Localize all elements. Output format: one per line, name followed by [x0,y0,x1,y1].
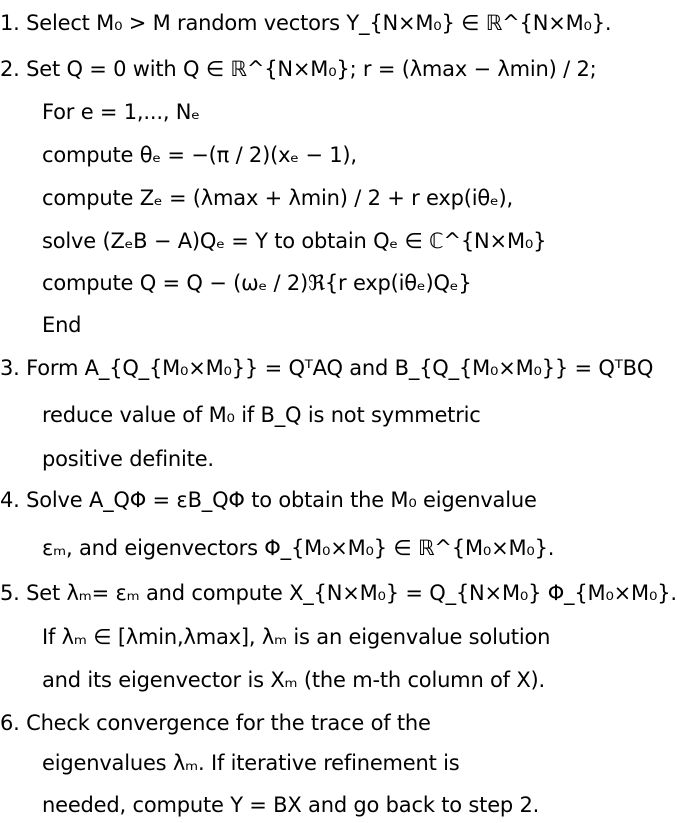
step-1-line: 1. Select M₀ > M random vectors Y_{N×M₀} ∈ ℝ^{N×M₀}. [0,11,612,35]
compute-z-line: compute Zₑ = (λmax + λmin) / 2 + r exp(iθₑ), [42,186,514,210]
solve-q-line: solve (ZₑB − A)Qₑ = Y to obtain Qₑ ∈ ℂ^{N×M₀} [42,229,547,253]
if-lambda-line: If λₘ ∈ [λmin,λmax], λₘ is an eigenvalue solution [42,625,551,649]
step-4-line: 4. Solve A_QΦ = εB_QΦ to obtain the M₀ eigenvalue [0,488,537,512]
step-5-line: 5. Set λₘ= εₘ and compute X_{N×M₀} = Q_{N×M₀} Φ_{M₀×M₀}. [0,581,677,605]
reduce-line: reduce value of M₀ if B_Q is not symmetric [42,403,481,427]
for-loop-line: For e = 1,..., Nₑ [42,100,200,124]
compute-theta-line: compute θₑ = −(π / 2)(xₑ − 1), [42,143,357,167]
step-6-line: 6. Check convergence for the trace of the [0,711,431,735]
step-2-line: 2. Set Q = 0 with Q ∈ ℝ^{N×M₀}; r = (λmax − λmin) / 2; [0,57,597,81]
eigenvalues-trace-line: eigenvalues λₘ. If iterative refinement is [42,751,460,775]
eigenvectors-line: εₘ, and eigenvectors Φ_{M₀×M₀} ∈ ℝ^{M₀×M₀}. [42,536,555,560]
end-line: End [42,313,82,337]
step-3-line: 3. Form A_{Q_{M₀×M₀}} = QᵀAQ and B_{Q_{M₀×M₀}} = QᵀBQ [0,356,654,380]
positive-definite-line: positive definite. [42,447,214,471]
eigenvector-column-line: and its eigenvector is Xₘ (the m-th column of X). [42,668,545,692]
compute-q-line: compute Q = Q − (ωₑ / 2)ℜ{r exp(iθₑ)Qₑ} [42,271,472,295]
go-back-line: needed, compute Y = BX and go back to step 2. [42,793,540,817]
